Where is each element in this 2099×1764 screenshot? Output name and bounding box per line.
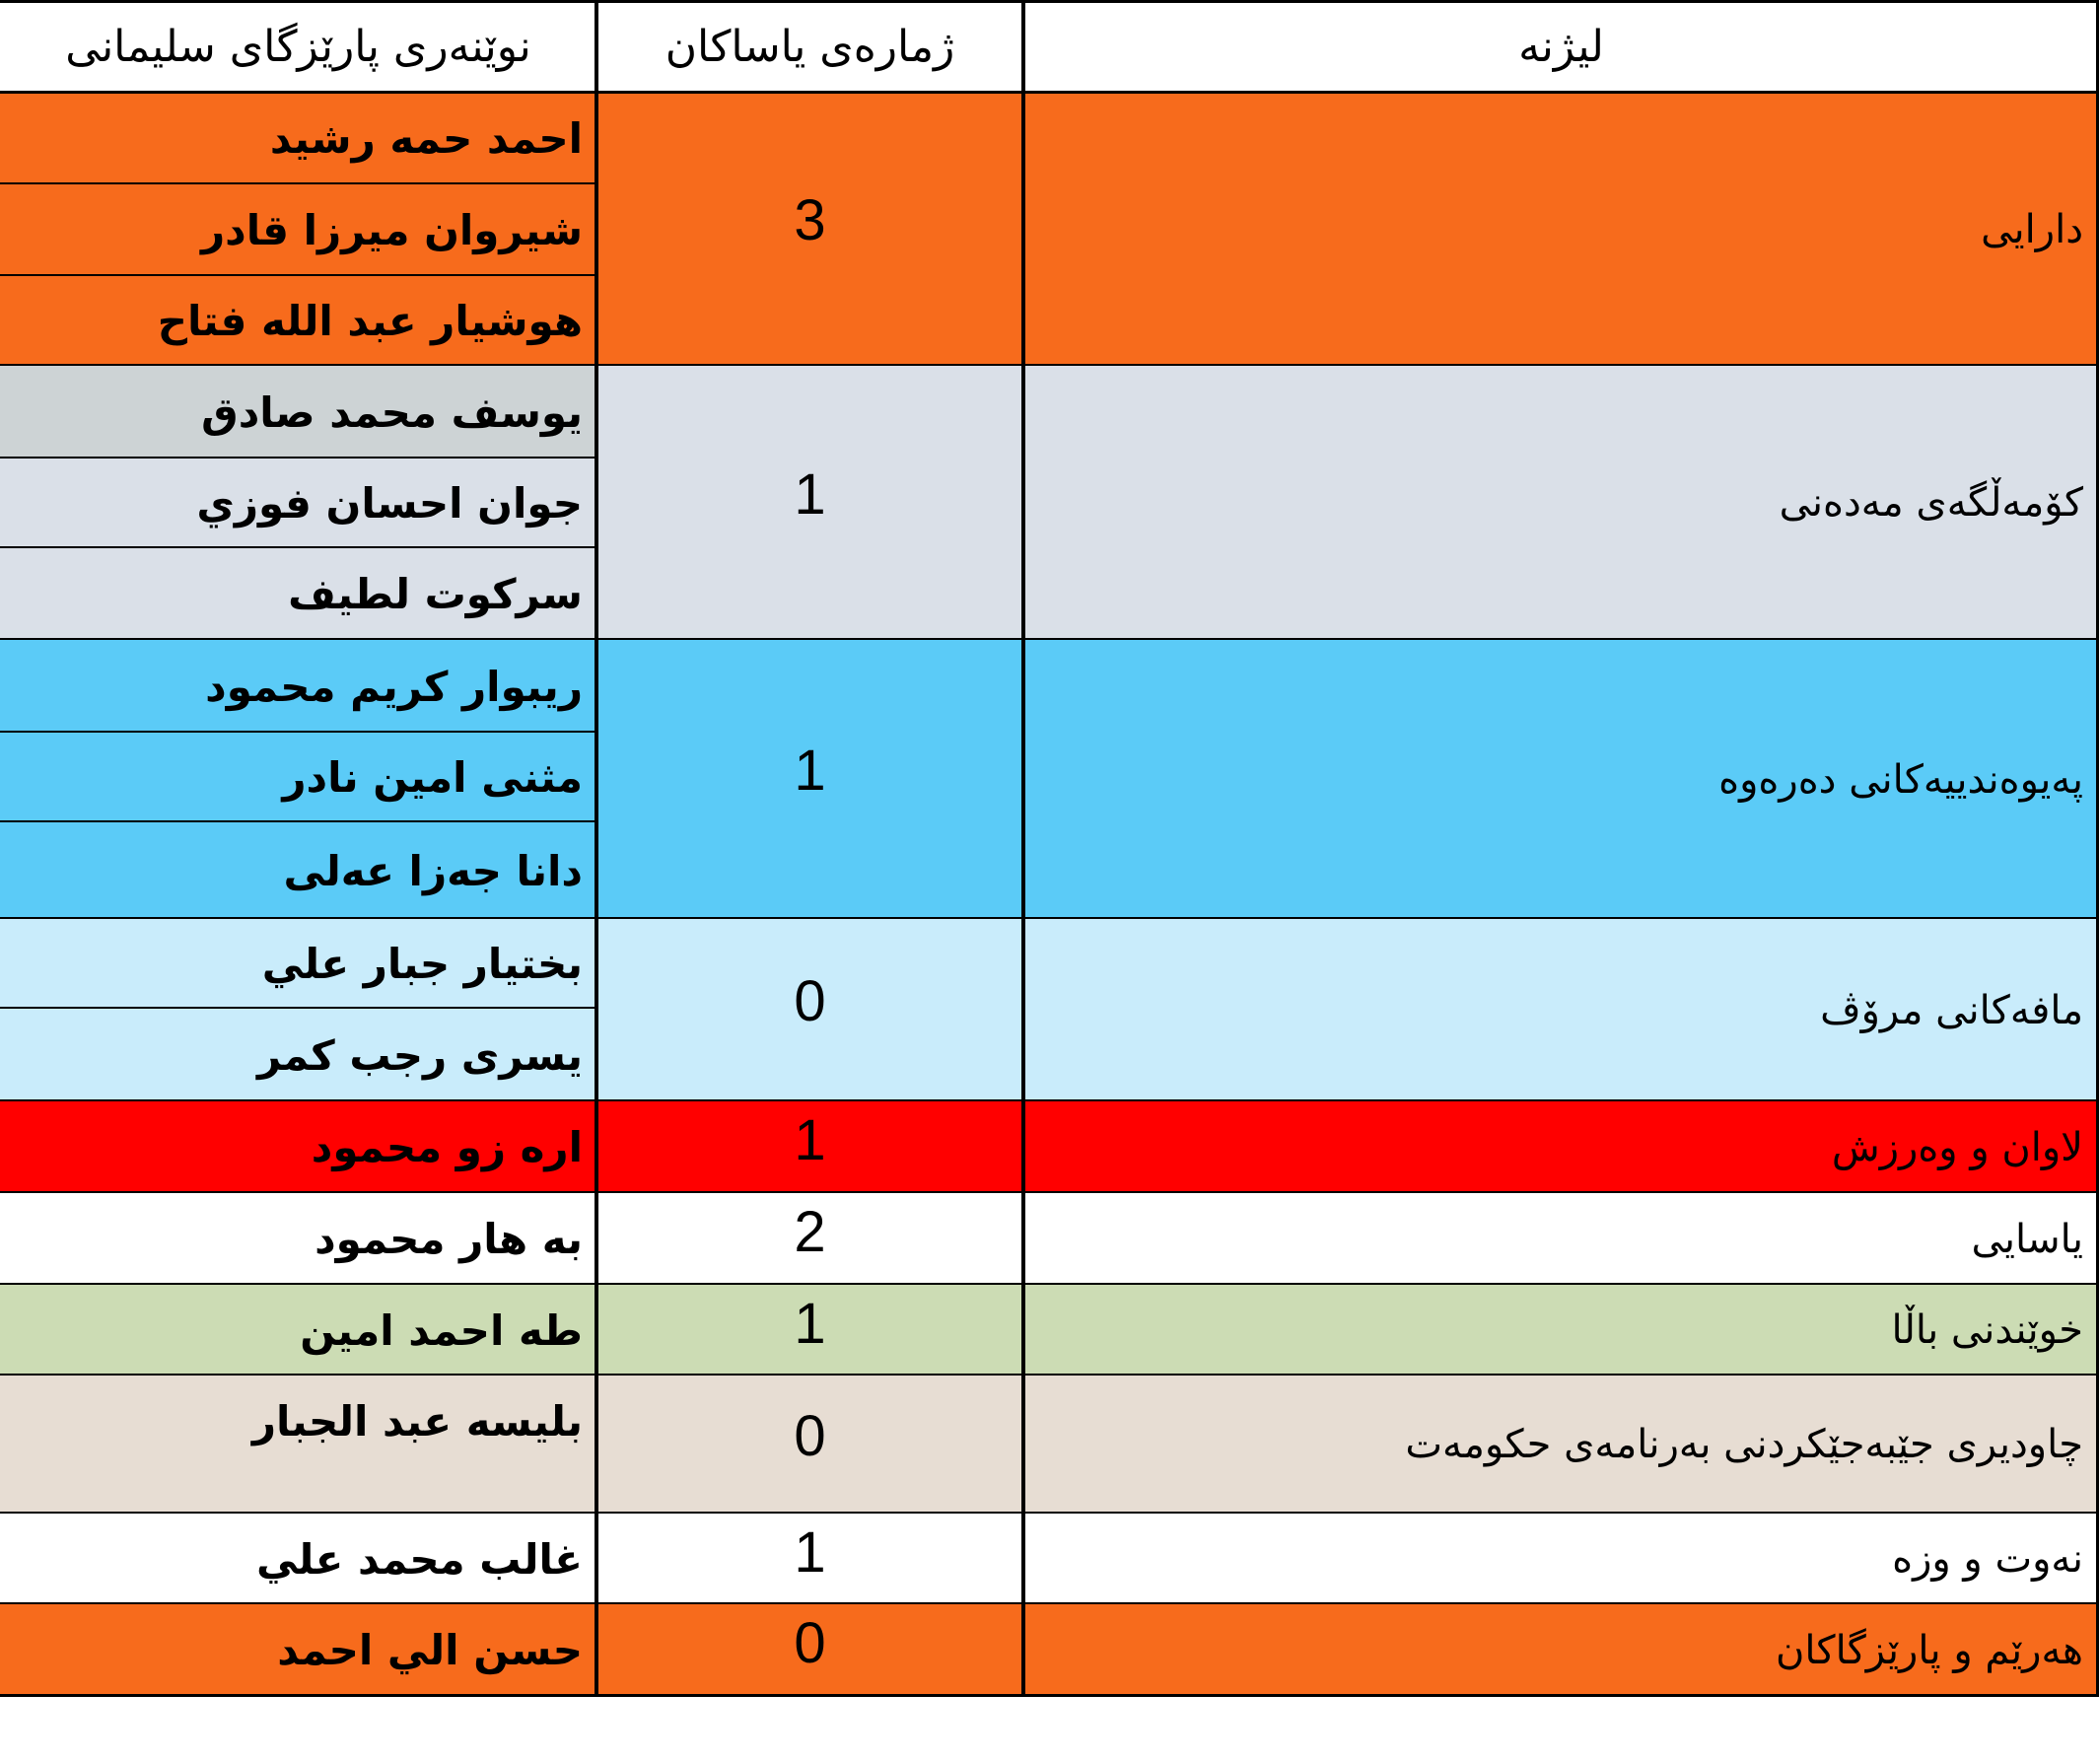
committee-cell: هەرێم و پارێزگاکان xyxy=(1023,1604,2099,1696)
committee-cell: لاوان و وەرزش xyxy=(1023,1101,2099,1193)
committee-cell: دارایی xyxy=(1023,93,2099,366)
representative-name: احمد حمه رشيد xyxy=(0,93,596,184)
laws-count-cell: 3 xyxy=(596,93,1023,366)
representative-name: بليسه عبد الجبار xyxy=(0,1376,596,1514)
laws-count-cell: 1 xyxy=(596,1285,1023,1376)
representative-name: حسن الي احمد xyxy=(0,1604,596,1696)
representative-name: دانا جەزا عەلی xyxy=(0,822,596,919)
laws-count-cell: 1 xyxy=(596,1101,1023,1193)
committee-cell: نەوت و وزە xyxy=(1023,1514,2099,1604)
group-divider xyxy=(0,1694,2099,1697)
representative-name: مثنى امين نادر xyxy=(0,733,596,822)
laws-count-cell: 1 xyxy=(596,1514,1023,1604)
representative-name: جوان احسان فوزي xyxy=(0,459,596,548)
laws-count-cell: 0 xyxy=(596,919,1023,1101)
laws-count-cell: 2 xyxy=(596,1193,1023,1285)
representative-name: به هار محمود xyxy=(0,1193,596,1285)
committee-cell: مافەکانی مرۆڤ xyxy=(1023,919,2099,1101)
laws-count-cell: 1 xyxy=(596,640,1023,919)
column-divider xyxy=(595,0,598,1696)
representative-name: طه احمد امين xyxy=(0,1285,596,1376)
committee-cell: پەیوەندییەکانی دەرەوە xyxy=(1023,640,2099,919)
header-border xyxy=(0,91,2099,94)
representative-name: سرکوت لطيف xyxy=(0,548,596,640)
header-laws-count: ژمارەی یاساکان xyxy=(596,0,1023,93)
column-divider xyxy=(1021,0,1025,1696)
committee-cell: کۆمەڵگەی مەدەنی xyxy=(1023,366,2099,640)
committee-cell: چاودیری جێبەجێکردنی بەرنامەی حکومەت xyxy=(1023,1376,2099,1514)
representative-name: ريبوار کريم محمود xyxy=(0,640,596,733)
representative-name: غالب محمد علي xyxy=(0,1514,596,1604)
representative-name: اره زو محمود xyxy=(0,1101,596,1193)
laws-count-cell: 1 xyxy=(596,366,1023,640)
committee-cell: خوێندنی باڵا xyxy=(1023,1285,2099,1376)
representative-name: يسرى رجب کمر xyxy=(0,1009,596,1101)
committee-cell: یاسایی xyxy=(1023,1193,2099,1285)
representative-name: يوسف محمد صادق xyxy=(0,366,596,459)
top-border xyxy=(0,0,2099,3)
representative-name: بختيار جبار علي xyxy=(0,919,596,1009)
representative-name: شيروان ميرزا قادر xyxy=(0,184,596,276)
laws-count-cell: 0 xyxy=(596,1604,1023,1696)
header-representative: نوێنەری پارێزگای سلیمانی xyxy=(0,0,596,93)
header-committee: لیژنە xyxy=(1023,0,2099,93)
representative-name: هوشيار عبد الله فتاح xyxy=(0,276,596,366)
laws-count-cell: 0 xyxy=(596,1376,1023,1514)
